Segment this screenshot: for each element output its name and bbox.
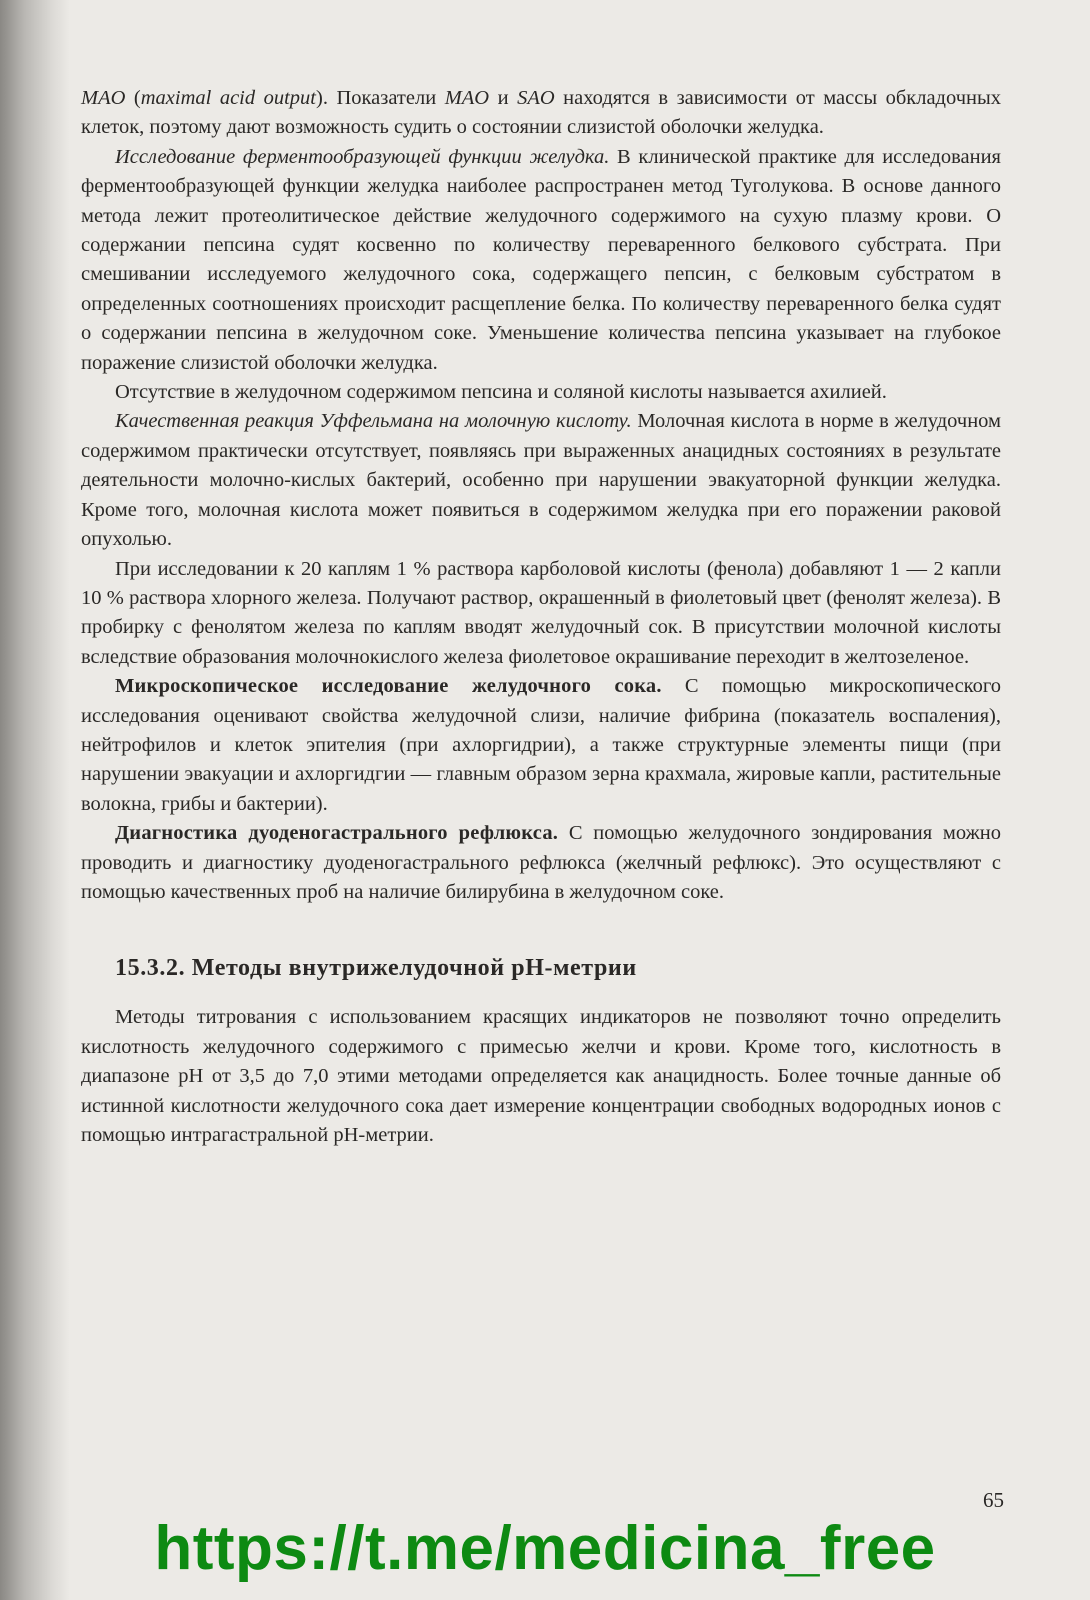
paragraph-reflux-lead: Диагностика дуоденогастрального рефлюкса. (115, 822, 559, 845)
paragraph-achylia (81, 378, 1001, 407)
paragraph-phenol-test-text: При исследовании к 20 каплям 1 % раствора карболовой кислоты (фенола) добавляют 1 — 2 капли 10 % раствора хлорного железа. Получают раствор, окрашенный в фиолетовый цвет (фенолят железа). В пробирку с фенолятом железа по каплям вводят желудочный сок. В присутствии молочной кислоты вследствие образования молочнокислого железа фиолетовое окрашивание переходит в желтозеленое. (81, 557, 1001, 668)
paragraph-reflux-text: С помощью желудочного зондирования можно проводить и диагностику дуоденогастрального рефлюкса (желчный рефлюкс). Это осуществляют с помощью качественных проб на наличие билирубина в желудочном соке. (81, 822, 1001, 903)
paragraph-uffelmann-text: Молочная кислота в норме в желудочном содержимом практически отсутствует, появляясь при выраженных анацидных состояниях в результате деятельности молочно-кислых бактерий, особенно при нарушении эвакуаторной функции желудка. Кроме того, молочная кислота может появиться в содержимом желудка при его поражении раковой опухолью. (81, 410, 1002, 551)
paragraph-microscopy (81, 672, 1001, 819)
telegram-channel-link[interactable]: https://t.me/medicina_free (154, 1514, 936, 1583)
paragraph-microscopy-text: С помощью микроскопического исследования оценивают свойства желудочной слизи, наличие фибрина (показатель воспаления), нейтрофилов и клеток эпителия (при ахлоргидрии), а также структурные элементы пищи (при нарушении эвакуации и ахлоргидгии — главным образом зерна крахмала, жировые капли, растительные волокна, грибы и бактерии). (81, 675, 1001, 815)
paragraph-mao-text: MAO (maximal acid output). Показатели MAO и SAO находятся в зависимости от массы обкладочных клеток, поэтому дают возможность судить о состоянии слизистой оболочки желудка. (81, 87, 1002, 139)
paragraph-enzyme-function-text: В клинической практике для исследования ферментообразующей функции желудка наиболее распространен метод Туголукова. В основе данного метода лежит протеолитическое действие желудочного содержимого на сухую плазму крови. О содержании пепсина судят косвенно по количеству переваренного белкового субстрата. При смешивании исследуемого желудочного сока, содержащего пепсин, с белковым субстратом в определенных соотношениях происходит расщепление белка. По количеству переваренного белка судят о содержании пепсина в желудочном соке. Уменьшение количества пепсина указывает на глубокое поражение слизистой оболочки желудка. (81, 145, 1001, 374)
section-heading: 15.3.2. Методы внутрижелудочной pH-метрии (115, 955, 637, 982)
paragraph-reflux (81, 819, 1001, 907)
page-gutter-shadow (0, 0, 70, 1600)
paragraph-enzyme-function (81, 143, 1001, 378)
page-number: 65 (983, 1488, 1004, 1512)
paragraph-ph-metry-text: Методы титрования с использованием красящих индикаторов не позволяют точно определить кислотность желудочного содержимого с примесью желчи и крови. Кроме того, кислотность в диапазоне pH от 3,5 до 7,0 этими методами определяется как анацидность. Более точные данные об истинной кислотности желудочного сока дает измерение концентрации свободных водородных ионов с помощью интрагастральной pH-метрии. (81, 1006, 1001, 1146)
paragraph-microscopy-lead: Микроскопическое исследование желудочного сока. (115, 675, 662, 698)
paragraph-achylia-text: Отсутствие в желудочном содержимом пепсина и соляной кислоты называется ахилией. (115, 381, 887, 404)
paragraph-uffelmann-lead: Качественная реакция Уффельмана на молочную кислоту. (115, 410, 632, 433)
paragraph-phenol-test (81, 555, 1001, 673)
paragraph-ph-metry (81, 1003, 1001, 1150)
paragraph-uffelmann (81, 407, 1001, 554)
book-page (81, 84, 1001, 1150)
paragraph-mao (81, 84, 1001, 143)
paragraph-enzyme-function-lead: Исследование ферментообразующей функции желудка. (115, 145, 610, 168)
